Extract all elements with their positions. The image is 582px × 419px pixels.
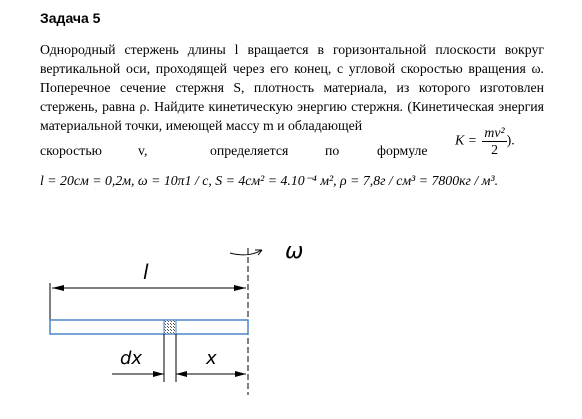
dx-arrow <box>153 371 164 377</box>
word-5: формуле <box>377 143 428 158</box>
dx-label: dx <box>120 348 143 369</box>
rod-element-dx <box>164 320 176 334</box>
word-3: определяется <box>210 143 289 158</box>
x-arrow-right <box>235 371 246 377</box>
length-arrow-left <box>52 285 64 291</box>
formula-lhs: K = <box>455 132 477 148</box>
word-2: v, <box>138 143 148 158</box>
rod <box>50 320 248 334</box>
formula-denominator: 2 <box>491 142 498 157</box>
x-label: x <box>206 348 217 369</box>
word-4: по <box>325 143 340 158</box>
word-1: скоростью <box>40 143 102 158</box>
rotation-arc <box>230 250 262 255</box>
problem-statement: Однородный стержень длины l вращается в горизонтальной плоскости вокруг вертикальной оси, проходящей через его конец, с угловой скоростью вращения ω. Поперечное сечение стержня S, плотность материала, из которого изготовлен стержень, равна ρ. Найдите кинетическую энергию стержня. (Кинетическая энергия материальной точки, имеющей массу m и обладающей <box>40 42 544 133</box>
length-label: l <box>143 260 149 284</box>
formula-numerator: mv² <box>484 125 505 140</box>
problem-title: Задача 5 <box>40 10 101 26</box>
given-values: l = 20см = 0,2м, ω = 10π1 / c, S = 4см² = 4.10⁻⁴ м², ρ = 7,8г / см³ = 7800кг / м³. <box>40 173 499 188</box>
x-arrow-left <box>176 371 187 377</box>
length-arrow-right <box>234 285 246 291</box>
formula-close: ). <box>506 132 515 148</box>
omega-label: ω <box>285 239 304 264</box>
